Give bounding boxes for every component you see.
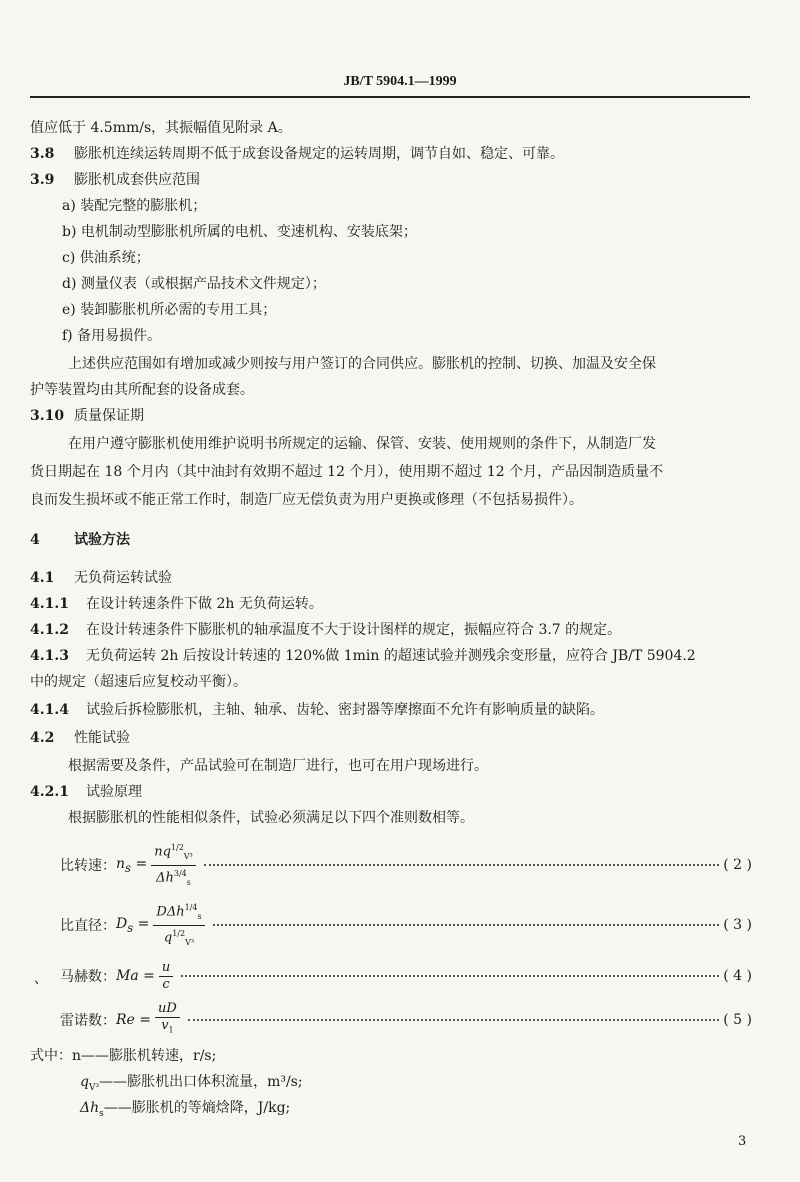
text-line: 值应低于 4.5mm/s，其振幅值见附录 A。 xyxy=(30,120,292,136)
formula-fraction xyxy=(153,900,204,951)
formula-fraction xyxy=(155,1001,180,1039)
clause-number: 4.1.4 xyxy=(30,702,69,718)
formula-specific-diameter xyxy=(60,898,752,952)
stray-mark: 、 xyxy=(34,971,48,987)
clause-4-1-4 xyxy=(30,700,750,720)
clause-number: 4.1.1 xyxy=(30,596,69,612)
paragraph-line: 护等装置均由其所配套的设备成套。 xyxy=(30,382,254,398)
formula-label: 雷诺数： xyxy=(60,1013,116,1029)
list-item-c: c) 供油系统； xyxy=(62,250,150,266)
clause-4-2-1 xyxy=(30,782,750,802)
clause-text: 无负荷运转 2h 后按设计转速的 120%做 1min 的超速试验并测残余变形量，应符合 JB/T 5904.2 xyxy=(86,648,696,664)
header-rule xyxy=(30,96,750,98)
where-line-q: $q_{V^3}——$膨胀机出口体积流量，m³/s; xyxy=(80,1074,303,1093)
numerator: $nq^{1/2}_{V^3}$ xyxy=(151,840,196,866)
formula-fraction xyxy=(159,960,173,993)
clause-number: 3.8 xyxy=(30,146,55,162)
clause-4-1-2 xyxy=(30,620,750,640)
equation-number: ( 2 ) xyxy=(723,857,752,873)
denominator: $v_1$ xyxy=(161,1018,174,1035)
clause-number: 3.10 xyxy=(30,408,65,424)
paragraph-line: 中的规定（超速后应复校动平衡）。 xyxy=(30,674,247,690)
numerator: u xyxy=(159,960,173,977)
formula-label: 比转速： xyxy=(60,858,116,874)
formula-lhs: $D_s$ = xyxy=(116,915,150,935)
clause-number: 4.1.3 xyxy=(30,648,69,664)
clause-3-8 xyxy=(30,144,750,164)
paragraph-line: 在用户遵守膨胀机使用维护说明书所规定的运输、保管、安装、使用规则的条件下，从制造厂发 xyxy=(68,436,656,452)
clause-text: 性能试验 xyxy=(74,730,130,746)
paragraph-line: 货日期起在 18 个月内（其中油封有效期不超过 12 个月），使用期不超过 12 个月，产品因制造质量不 xyxy=(30,464,664,480)
clause-number: 4.2 xyxy=(30,730,55,746)
formula-label: 马赫数： xyxy=(60,969,116,985)
list-item-d: d) 测量仪表（或根据产品技术文件规定）； xyxy=(62,276,326,292)
formula-specific-speed xyxy=(60,838,752,892)
paragraph-line: 根据膨胀机的性能相似条件，试验必须满足以下四个准则数相等。 xyxy=(68,810,474,826)
paragraph-line: 良而发生损坏或不能正常工作时，制造厂应无偿负责为用户更换或修理（不包括易损件）。 xyxy=(30,492,583,508)
clause-number: 3.9 xyxy=(30,172,55,188)
clause-text: 膨胀机成套供应范围 xyxy=(74,172,200,188)
formula-lhs: Ma = xyxy=(116,968,155,984)
leader-dots xyxy=(213,924,720,926)
equation-number: ( 3 ) xyxy=(723,917,752,933)
equation-number: ( 4 ) xyxy=(723,968,752,984)
clause-text: 无负荷运转试验 xyxy=(74,570,172,586)
list-item-f: f) 备用易损件。 xyxy=(62,328,162,344)
clause-text: 在设计转速条件下做 2h 无负荷运转。 xyxy=(86,596,323,612)
formula-label: 比直径： xyxy=(60,918,116,934)
clause-text: 膨胀机连续运转周期不低于成套设备规定的运转周期，调节自如、稳定、可靠。 xyxy=(74,146,564,162)
leader-dots xyxy=(181,975,719,977)
where-line-dh: $\Delta h_s——$膨胀机的等熵焓降，J/kg; xyxy=(80,1100,291,1119)
clause-number: 4.2.1 xyxy=(30,784,69,800)
numerator: uD xyxy=(155,1001,180,1018)
numerator: DΔh$^{1/4}_s$ xyxy=(153,900,204,926)
clause-3-10 xyxy=(30,406,750,426)
clause-4-1-3 xyxy=(30,646,750,666)
paragraph-line: 上述供应范围如有增加或减少则按与用户签订的合同供应。膨胀机的控制、切换、加温及安全保 xyxy=(68,356,656,372)
list-item-a: a) 装配完整的膨胀机； xyxy=(62,198,207,214)
clause-4-1-1 xyxy=(30,594,750,614)
formula-reynolds-number xyxy=(60,1000,752,1040)
clause-text: 在设计转速条件下膨胀机的轴承温度不大于设计图样的规定，振幅应符合 3.7 的规定。 xyxy=(86,622,622,638)
section-number: 4 xyxy=(30,532,40,548)
where-line-n: 式中：n——膨胀机转速，r/s; xyxy=(30,1048,217,1064)
clause-number: 4.1.2 xyxy=(30,622,69,638)
section-4-heading xyxy=(30,530,750,550)
clause-number: 4.1 xyxy=(30,570,55,586)
paragraph-line: 根据需要及条件，产品试验可在制造厂进行，也可在用户现场进行。 xyxy=(68,758,488,774)
page-number: 3 xyxy=(738,1134,747,1149)
page-header: JB/T 5904.1—1999 xyxy=(343,74,457,89)
denominator: c xyxy=(162,976,170,992)
list-item-e: e) 装卸膨胀机所必需的专用工具； xyxy=(62,302,277,318)
formula-mach-number xyxy=(60,956,752,996)
formula-fraction xyxy=(151,840,196,891)
list-item-b: b) 电机制动型膨胀机所属的电机、变速机构、安装底架； xyxy=(62,224,417,240)
denominator: $q^{1/2}_{V^3}$ xyxy=(163,928,195,947)
clause-3-9 xyxy=(30,170,750,190)
denominator: $\Delta h^{3/4}_s$ xyxy=(156,868,191,887)
leader-dots xyxy=(188,1019,719,1021)
clause-4-1 xyxy=(30,568,750,588)
clause-text: 质量保证期 xyxy=(74,408,144,424)
formula-lhs: $n_s$ = xyxy=(116,855,148,875)
formula-lhs: Re = xyxy=(116,1012,152,1028)
equation-number: ( 5 ) xyxy=(723,1012,752,1028)
leader-dots xyxy=(204,864,720,866)
clause-text: 试验原理 xyxy=(86,784,142,800)
clause-4-2 xyxy=(30,728,750,748)
section-title: 试验方法 xyxy=(74,532,130,548)
clause-text: 试验后拆检膨胀机，主轴、轴承、齿轮、密封器等摩擦面不允许有影响质量的缺陷。 xyxy=(86,702,604,718)
